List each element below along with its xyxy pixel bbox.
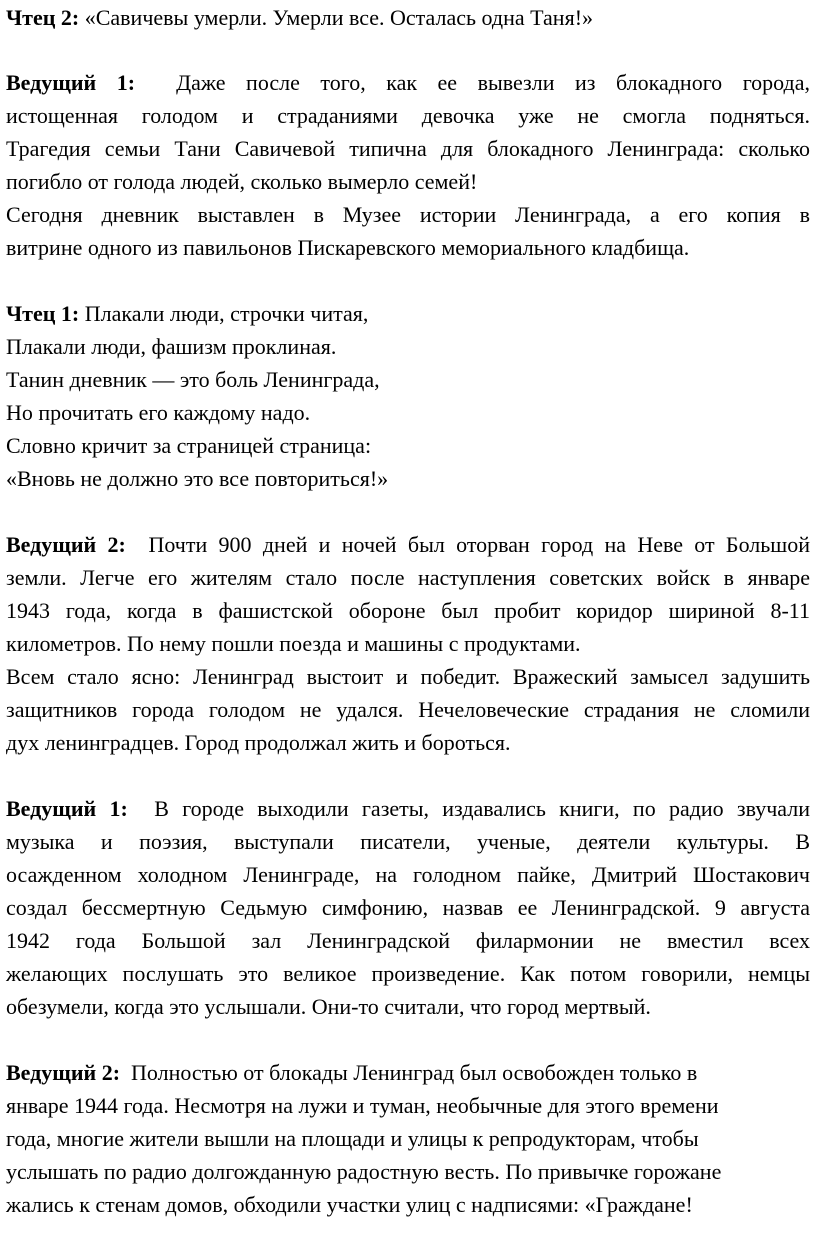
text-line: осажденном холодном Ленинграде, на голодном пайке, Дмитрий Шостакович [6,862,810,887]
text-line: жались к стенам домов, обходили участки улиц с надписями: «Граждане! [6,1192,693,1217]
text-line: земли. Легче его жителям стало после наступления советских войск в январе [6,565,810,590]
poem-line: Словно кричит за страницей страница: [6,433,372,458]
paragraph-chtets2-line [6,2,810,34]
poem-line: Плакали люди, фашизм проклиная. [6,334,337,359]
text-line: услышать по радио долгожданную радостную весть. По привычке горожане [6,1159,722,1184]
text-line: Даже после того, как ее вывезли из блокадного города, [176,70,810,95]
speaker-label: Ведущий 2: [6,532,126,557]
text-line: 1942 года Большой зал Ленинградской филармонии не вместил всех [6,928,810,953]
text-line: Полностью от блокады Ленинград был освобожден только в [131,1060,698,1085]
text-line: Почти 900 дней и ночей был оторван город на Неве от Большой [148,532,811,557]
text-line: желающих послушать это великое произведение. Как потом говорили, немцы [6,961,810,986]
paragraph-ved1-line [6,67,810,99]
paragraph-ved2-line [6,529,810,561]
speaker-label: Ведущий 1: [6,70,136,95]
text-line: «Савичевы умерли. Умерли все. Осталась одна Таня!» [84,5,594,30]
text-line: километров. По нему пошли поезда и машины с продуктами. [6,631,581,656]
text-line: Всем стало ясно: Ленинград выстоит и победит. Вражеский замысел задушить [6,664,810,689]
text-line: Трагедия семьи Тани Савичевой типична для блокадного Ленинграда: сколько [6,136,810,161]
text-line: Плакали люди, строчки читая, [84,301,369,326]
text-line: обезумели, когда это услышали. Они-то считали, что город мертвый. [6,994,651,1019]
poem-line [6,298,810,330]
speaker-label: Чтец 2: [6,5,80,30]
text-line: музыка и поэзия, выступали писатели, ученые, деятели культуры. В [6,829,810,854]
poem-line: Но прочитать его каждому надо. [6,400,311,425]
text-line: 1943 года, когда в фашистской обороне был пробит коридор шириной 8-11 [6,598,810,623]
text-line: создал бессмертную Седьмую симфонию, назвав ее Ленинградской. 9 августа [6,895,810,920]
speaker-label: Ведущий 2: [6,1060,121,1085]
text-line: истощенная голодом и страданиями девочка уже не смогла подняться. [6,103,810,128]
poem-line: «Вновь не должно это все повториться!» [6,466,389,491]
text-line: витрине одного из павильонов Пискаревского мемориального кладбища. [6,235,690,260]
text-line: В городе выходили газеты, издавались книги, по радио звучали [154,796,811,821]
text-line: дух ленинградцев. Город продолжал жить и бороться. [6,730,511,755]
paragraph-ved2-line [6,1057,810,1089]
text-line: январе 1944 года. Несмотря на лужи и туман, необычные для этого времени [6,1093,719,1118]
paragraph-ved1-line [6,793,810,825]
text-line: погибло от голода людей, сколько вымерло семей! [6,169,478,194]
text-line: защитников города голодом не удался. Нечеловеческие страдания не сломили [6,697,810,722]
speaker-label: Ведущий 1: [6,796,128,821]
speaker-label: Чтец 1: [6,301,80,326]
text-line: года, многие жители вышли на площади и улицы к репродукторам, чтобы [6,1126,699,1151]
text-line: Сегодня дневник выставлен в Музее истории Ленинграда, а его копия в [6,202,810,227]
poem-line: Танин дневник — это боль Ленинграда, [6,367,380,392]
